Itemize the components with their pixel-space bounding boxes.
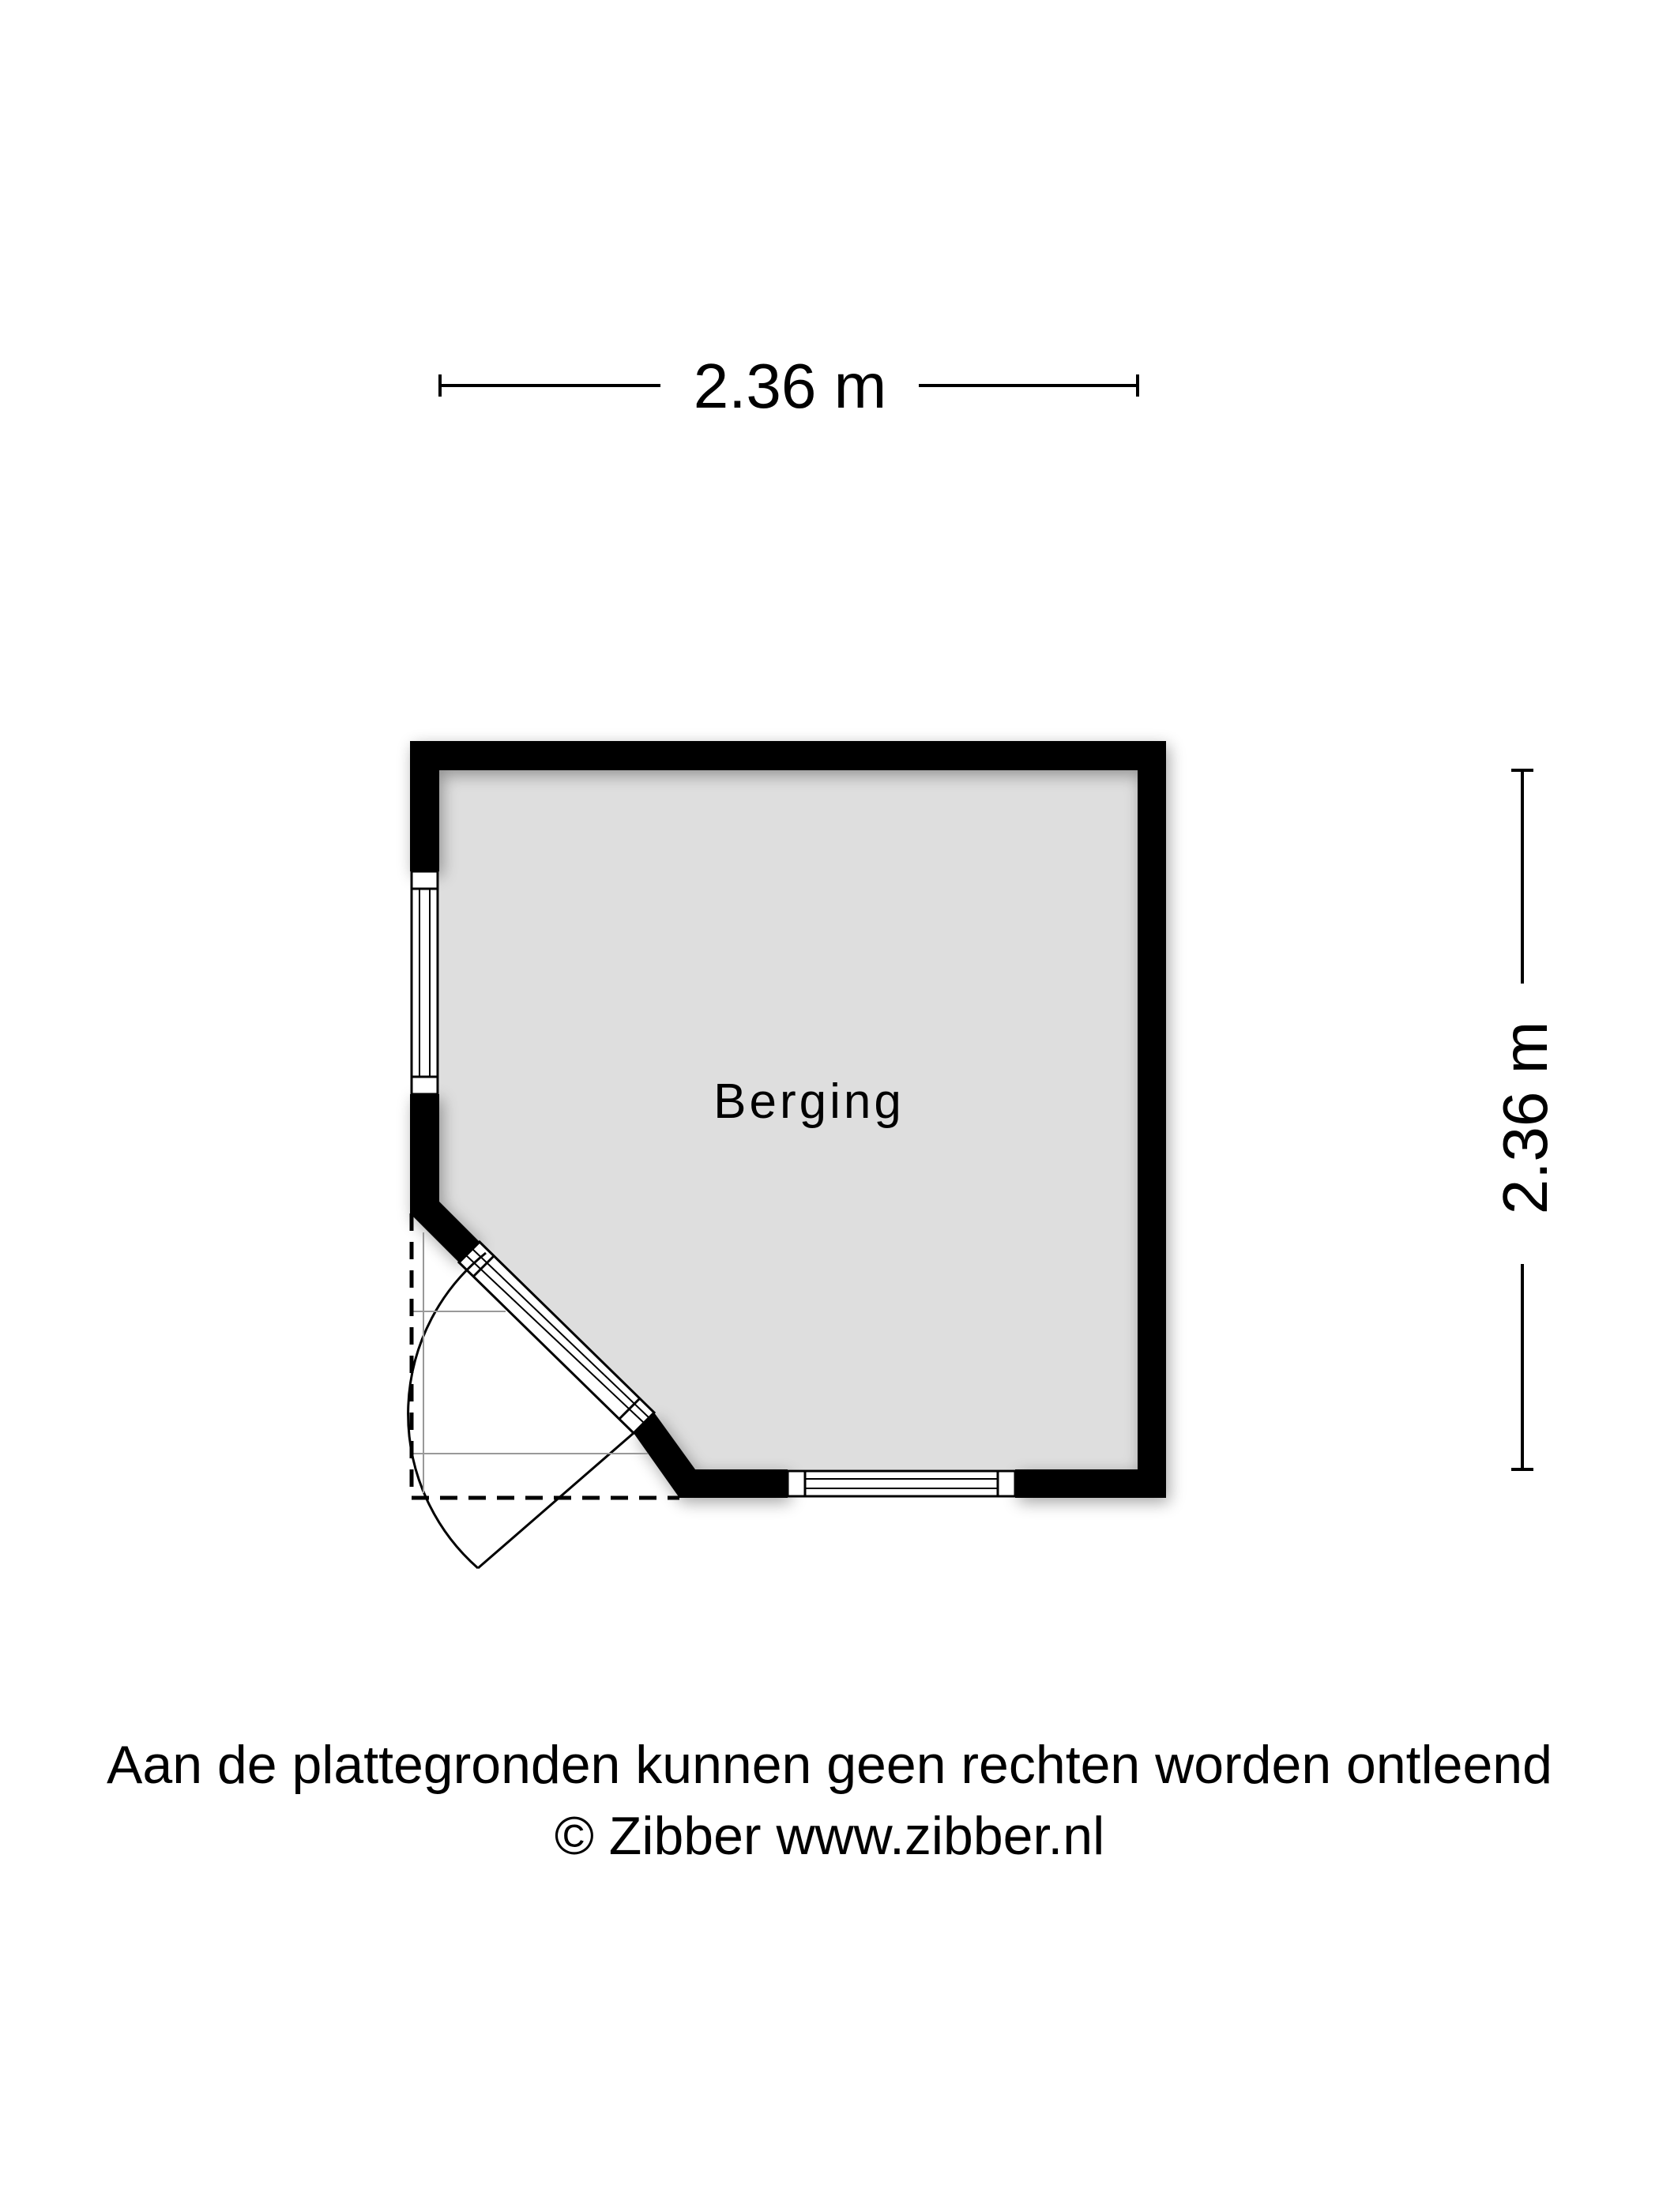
wall-bottom-right xyxy=(1015,1469,1166,1498)
wall-right xyxy=(1138,741,1166,1498)
wall-left-upper xyxy=(410,741,439,871)
height-dimension xyxy=(1490,770,1560,1469)
window-left xyxy=(412,871,438,1094)
height-label: 2.36 m xyxy=(1490,1021,1560,1215)
window-bottom xyxy=(788,1471,1015,1496)
wall-top xyxy=(410,741,1166,770)
room-label: Berging xyxy=(713,1074,905,1129)
width-label: 2.36 m xyxy=(693,351,887,421)
disclaimer-text: Aan de plattegronden kunnen geen rechten worden ontleend xyxy=(107,1735,1552,1795)
width-dimension xyxy=(440,351,1138,421)
copyright-text: © Zibber www.zibber.nl xyxy=(554,1806,1105,1866)
